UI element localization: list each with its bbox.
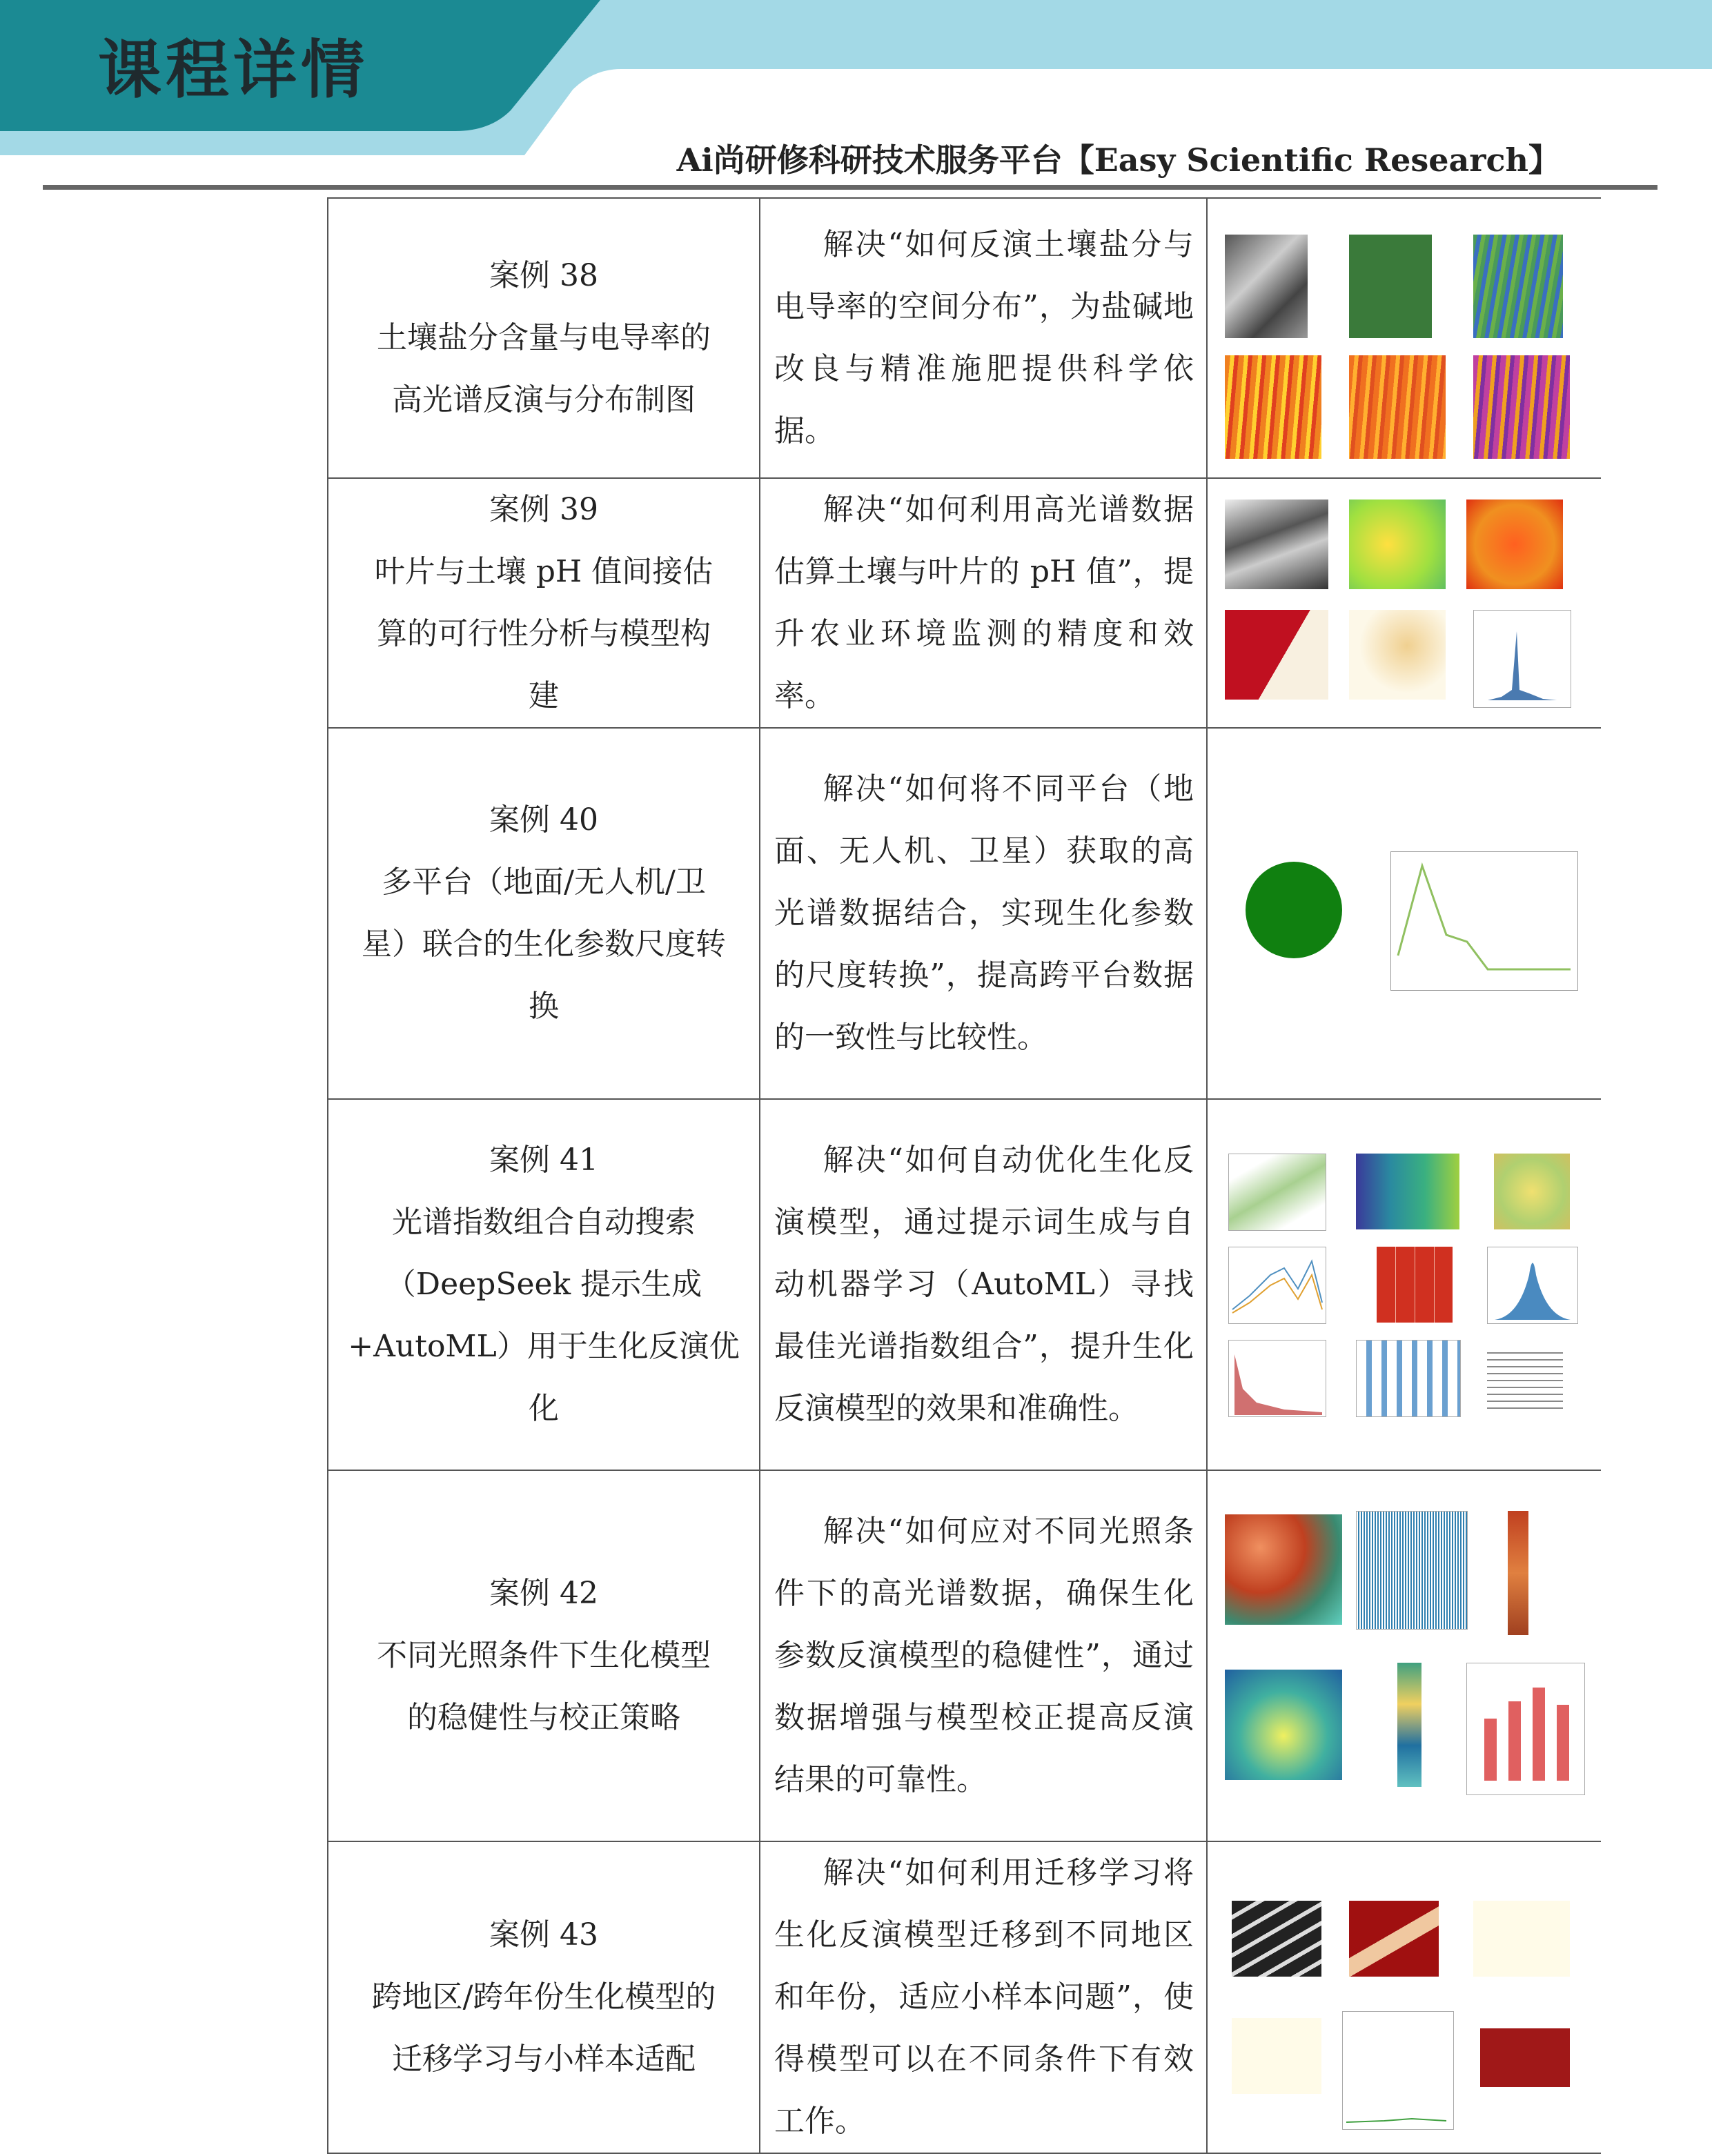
figure-panel bbox=[1473, 1901, 1570, 1977]
case-title-line: （DeepSeek 提示生成 bbox=[385, 1267, 702, 1302]
pie-chart bbox=[1246, 862, 1342, 958]
figure-panel bbox=[1473, 355, 1570, 459]
distribution-chart bbox=[1488, 1247, 1577, 1323]
page-header bbox=[0, 0, 1712, 179]
case-number: 案例 39 bbox=[489, 492, 598, 527]
section-title: 课程详情 bbox=[98, 33, 369, 107]
case-description: 解决“如何反演土壤盐分与电导率的空间分布”，为盐碱地改良与精准施肥提供科学依据。 bbox=[774, 227, 1194, 448]
case-title-cell bbox=[328, 198, 760, 478]
figure-panel bbox=[1225, 610, 1328, 700]
boxplot-panel bbox=[1356, 1340, 1461, 1417]
case-number: 案例 40 bbox=[489, 802, 598, 838]
histogram-chart bbox=[1474, 611, 1571, 707]
bar-chart-panel bbox=[1466, 1663, 1585, 1795]
case-figure-cell bbox=[1207, 728, 1601, 1099]
figure-panel bbox=[1232, 2018, 1321, 2094]
case-title-line: 叶片与土壤 pH 值间接估 bbox=[374, 554, 714, 589]
histogram-panel bbox=[1473, 610, 1571, 708]
case-figure bbox=[1218, 1859, 1591, 2135]
case-title-line: 光谱指数组合自动搜索 bbox=[392, 1205, 696, 1240]
decay-panel bbox=[1228, 1340, 1326, 1417]
table-row bbox=[328, 478, 1601, 728]
case-description: 解决“如何将不同平台（地面、无人机、卫星）获取的高光谱数据结合，实现生化参数的尺度转换”，提高跨平台数据的一致性与比较性。 bbox=[774, 771, 1194, 1055]
case-title-line: 建 bbox=[529, 678, 559, 713]
case-desc-cell bbox=[760, 728, 1207, 1099]
figure-panel bbox=[1225, 1670, 1342, 1780]
case-description: 解决“如何利用高光谱数据估算土壤与叶片的 pH 值”，提升农业环境监测的精度和效率。 bbox=[774, 492, 1194, 713]
figure-panel bbox=[1349, 500, 1446, 589]
spectra-panel bbox=[1228, 1247, 1326, 1324]
figure-panel bbox=[1349, 610, 1446, 700]
case-title-cell bbox=[328, 478, 760, 728]
figure-panel bbox=[1232, 1901, 1321, 1977]
case-figure bbox=[1218, 486, 1591, 720]
figure-panel bbox=[1480, 2028, 1570, 2087]
case-description: 解决“如何应对不同光照条件下的高光谱数据，确保生化参数反演模型的稳健性”，通过数据增强与模型校正提高反演结果的可靠性。 bbox=[774, 1514, 1194, 1797]
case-figure bbox=[1218, 1497, 1591, 1814]
figure-panel bbox=[1225, 235, 1308, 338]
case-desc-cell bbox=[760, 1470, 1207, 1841]
line-chart bbox=[1391, 852, 1577, 990]
bar-panel bbox=[1356, 1154, 1459, 1229]
case-number: 案例 38 bbox=[489, 258, 598, 293]
line-chart-panel bbox=[1342, 2011, 1454, 2130]
case-description: 解决“如何自动优化生化反演模型，通过提示词生成与自动机器学习（AutoML）寻找最佳光谱指数组合”，提升生化反演模型的效果和准确性。 bbox=[774, 1143, 1194, 1426]
table-row bbox=[328, 198, 1601, 478]
case-title-line: 迁移学习与小样本适配 bbox=[392, 2041, 696, 2077]
figure-panel bbox=[1349, 355, 1446, 459]
case-figure-cell bbox=[1207, 198, 1601, 478]
case-table bbox=[327, 197, 1601, 2154]
case-figure-cell bbox=[1207, 1841, 1601, 2153]
figure-panel bbox=[1225, 1514, 1342, 1625]
case-number: 案例 43 bbox=[489, 1917, 598, 1952]
case-title-line: 高光谱反演与分布制图 bbox=[392, 382, 696, 417]
case-desc-cell bbox=[760, 478, 1207, 728]
case-desc-cell bbox=[760, 1841, 1207, 2153]
spectra-chart bbox=[1229, 1247, 1326, 1323]
case-title-cell bbox=[328, 1470, 760, 1841]
distribution-panel bbox=[1487, 1247, 1578, 1324]
map-panel bbox=[1494, 1154, 1570, 1229]
line-chart bbox=[1343, 2012, 1453, 2129]
table-row bbox=[328, 1099, 1601, 1470]
decay-chart bbox=[1229, 1341, 1326, 1416]
case-title-cell bbox=[328, 1841, 760, 2153]
case-number: 案例 42 bbox=[489, 1576, 598, 1611]
header-rule bbox=[43, 185, 1657, 190]
figure-panel bbox=[1473, 235, 1563, 338]
case-title-line: 跨地区/跨年份生化模型的 bbox=[371, 1979, 716, 2015]
scatter-panel bbox=[1228, 1154, 1326, 1231]
case-figure bbox=[1218, 1140, 1591, 1430]
case-title-cell bbox=[328, 728, 760, 1099]
case-title-line: 星）联合的生化参数尺度转 bbox=[362, 927, 726, 962]
case-figure-cell bbox=[1207, 1470, 1601, 1841]
table-row bbox=[328, 728, 1601, 1099]
case-title-line: 土壤盐分含量与电导率的 bbox=[377, 320, 711, 355]
figure-panel bbox=[1225, 355, 1321, 459]
table-row bbox=[328, 1841, 1601, 2153]
case-title-line: 算的可行性分析与模型构 bbox=[377, 616, 711, 651]
signal-panel bbox=[1356, 1511, 1468, 1630]
case-title-line: +AutoML）用于生化反演优 bbox=[348, 1329, 740, 1364]
case-desc-cell bbox=[760, 1099, 1207, 1470]
case-desc-cell bbox=[760, 198, 1207, 478]
table-row bbox=[328, 1470, 1601, 1841]
bar-chart bbox=[1467, 1663, 1584, 1794]
case-title-cell bbox=[328, 1099, 760, 1470]
figure-panel bbox=[1349, 235, 1432, 338]
case-title-line: 不同光照条件下生化模型 bbox=[377, 1638, 711, 1673]
case-description: 解决“如何利用迁移学习将生化反演模型迁移到不同地区和年份，适应小样本问题”，使得模型可以在不同条件下有效工作。 bbox=[774, 1855, 1194, 2139]
text-panel bbox=[1487, 1347, 1563, 1409]
figure-panel bbox=[1466, 500, 1563, 589]
case-title-line: 化 bbox=[529, 1391, 559, 1426]
case-number: 案例 41 bbox=[489, 1143, 598, 1178]
figure-panel bbox=[1349, 1901, 1439, 1977]
case-title-line: 换 bbox=[529, 989, 559, 1024]
case-title-line: 的稳健性与校正策略 bbox=[407, 1700, 680, 1735]
case-figure-cell bbox=[1207, 478, 1601, 728]
figure-panel bbox=[1225, 500, 1328, 589]
figure-panel bbox=[1397, 1663, 1421, 1787]
platform-name: Ai尚研修科研技术服务平台【Easy Scientific Research】 bbox=[676, 141, 1560, 179]
heatmap-panel bbox=[1377, 1247, 1453, 1323]
case-figure bbox=[1218, 824, 1591, 1003]
case-figure bbox=[1218, 214, 1591, 462]
case-figure-cell bbox=[1207, 1099, 1601, 1470]
case-title-line: 多平台（地面/无人机/卫 bbox=[382, 864, 706, 900]
line-chart-panel bbox=[1390, 851, 1578, 991]
figure-panel bbox=[1508, 1511, 1528, 1635]
